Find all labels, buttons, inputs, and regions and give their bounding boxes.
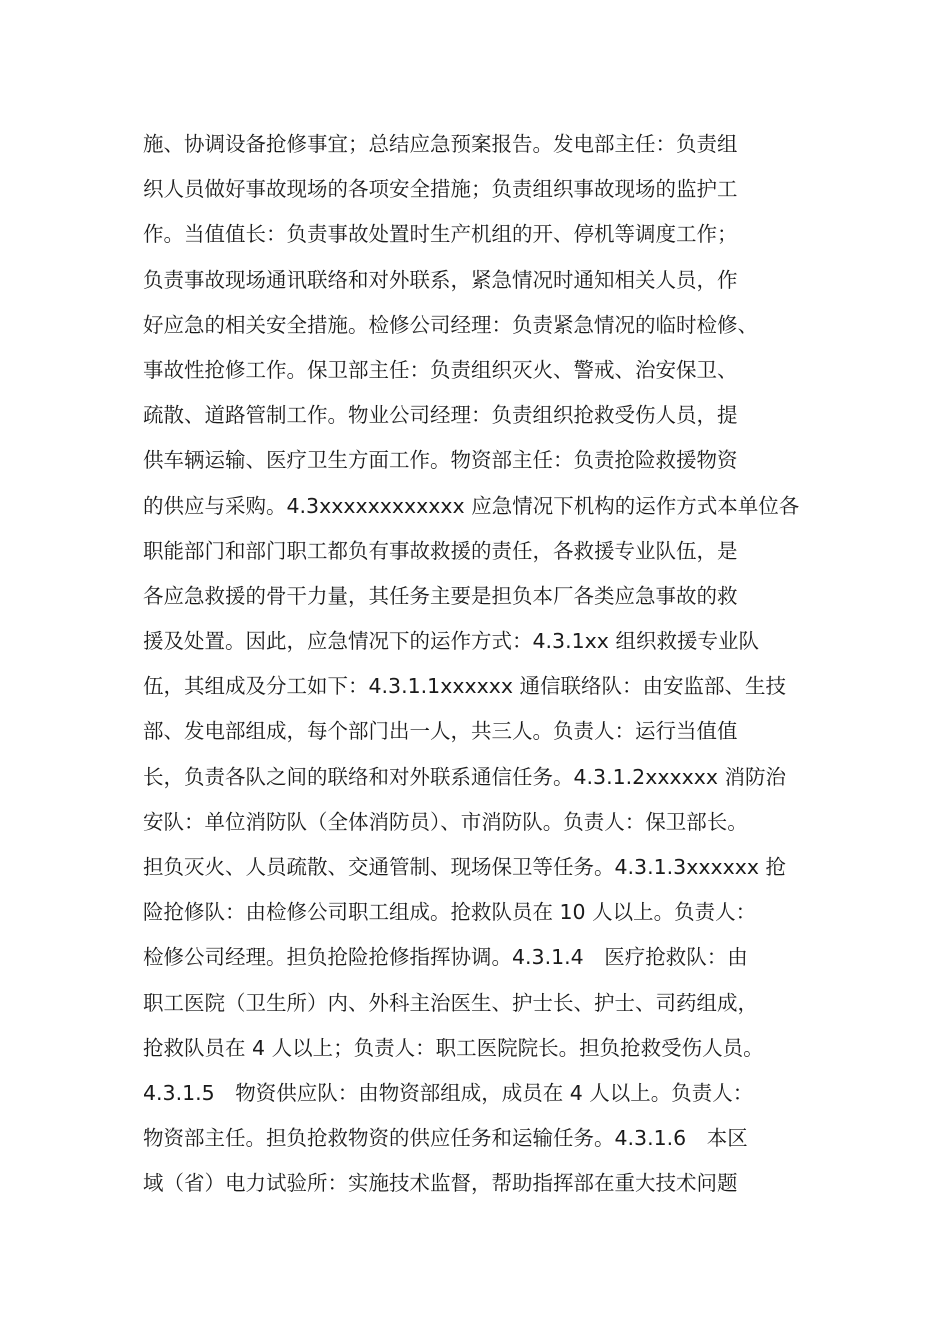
text-line: 险抢修队：由检修公司职工组成。抢救队员在 10 人以上。负责人： xyxy=(143,900,757,925)
text-line: 长，负责各队之间的联络和对外联系通信任务。4.3.1.2xxxxxx 消防治 xyxy=(143,764,787,789)
text-line: 疏散、道路管制工作。物业公司经理：负责组织抢救受伤人员，提 xyxy=(143,403,738,428)
text-line: 职能部门和部门职工都负有事故救援的责任，各救援专业队伍，是 xyxy=(143,538,738,563)
text-line: 的供应与采购。4.3xxxxxxxxxxxx 应急情况下机构的运作方式本单位各 xyxy=(143,493,800,518)
text-line: 4.3.1.5 物资供应队：由物资部组成，成员在 4 人以上。负责人： xyxy=(143,1080,754,1105)
text-line: 抢救队员在 4 人以上；负责人：职工医院院长。担负抢救受伤人员。 xyxy=(143,1035,764,1060)
text-line: 事故性抢修工作。保卫部主任：负责组织灭火、警戒、治安保卫、 xyxy=(143,357,738,382)
text-line: 供车辆运输、医疗卫生方面工作。物资部主任：负责抢险救援物资 xyxy=(143,448,738,473)
text-line: 检修公司经理。担负抢险抢修指挥协调。4.3.1.4 医疗抢救队：由 xyxy=(143,945,748,970)
text-line: 职工医院（卫生所）内、外科主治医生、护士长、护士、司药组成， xyxy=(143,990,758,1015)
text-line: 担负灭火、人员疏散、交通管制、现场保卫等任务。4.3.1.3xxxxxx 抢 xyxy=(143,855,787,879)
text-line: 伍，其组成及分工如下：4.3.1.1xxxxxx 通信联络队：由安监部、生技 xyxy=(143,674,787,699)
text-line: 物资部主任。担负抢救物资的供应任务和运输任务。4.3.1.6 本区 xyxy=(143,1126,748,1151)
text-line: 安队：单位消防队（全体消防员）、市消防队。负责人：保卫部长。 xyxy=(143,809,748,834)
text-line: 援及处置。因此，应急情况下的运作方式：4.3.1xx 组织救援专业队 xyxy=(143,629,759,654)
text-line: 织人员做好事故现场的各项安全措施；负责组织事故现场的监护工 xyxy=(143,177,738,202)
text-line: 负责事故现场通讯联络和对外联系，紧急情况时通知相关人员，作 xyxy=(143,267,738,292)
text-line: 部、发电部组成，每个部门出一人，共三人。负责人：运行当值值 xyxy=(143,719,738,744)
text-line: 好应急的相关安全措施。检修公司经理：负责紧急情况的临时检修、 xyxy=(143,312,758,337)
text-line: 各应急救援的骨干力量，其任务主要是担负本厂各类应急事故的救 xyxy=(143,583,738,608)
text-line: 作。当值值长：负责事故处置时生产机组的开、停机等调度工作； xyxy=(143,222,738,247)
body-text xyxy=(143,122,823,1207)
text-line: 域（省）电力试验所：实施技术监督，帮助指挥部在重大技术问题 xyxy=(143,1171,738,1196)
text-line: 施、协调设备抢修事宜；总结应急预案报告。发电部主任：负责组 xyxy=(143,132,738,156)
